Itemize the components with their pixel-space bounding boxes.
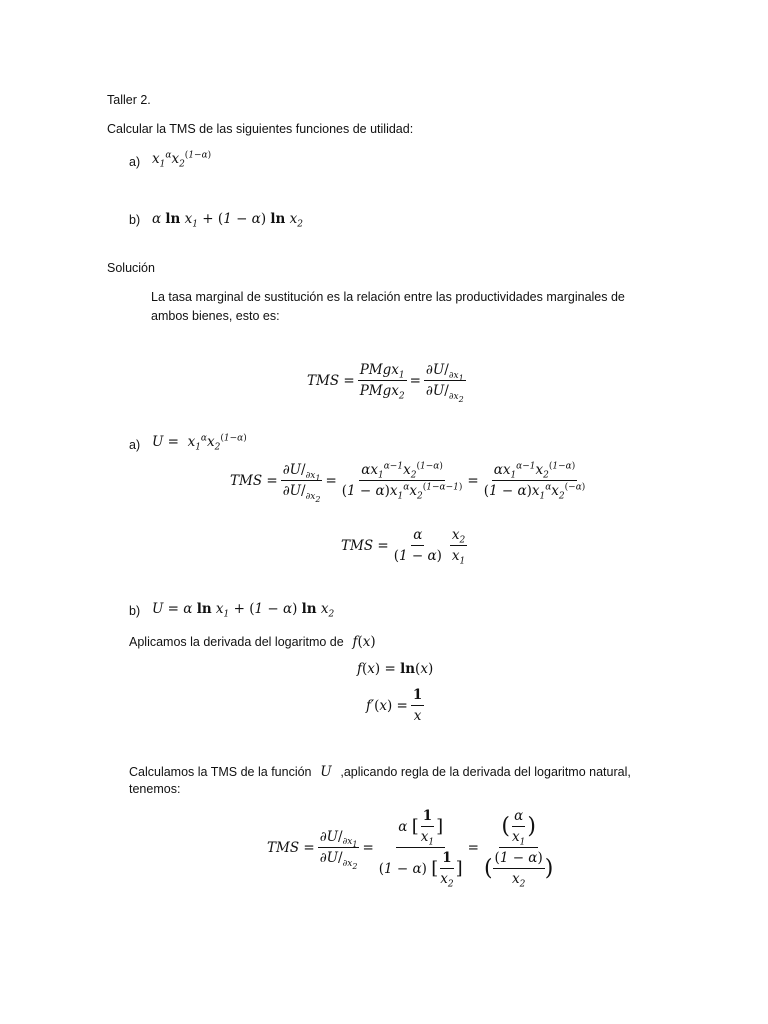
intro-text-line1: La tasa marginal de sustitución es la relación entre las productividades marginales de bbox=[151, 290, 625, 304]
tms-definition-formula: TMS = $\frac{PMgx_1}{PMgx_2}$ = $\frac{\partial U/_{\partial x_1}}{\partial U/_{\partial x_2}}$ bbox=[307, 362, 464, 404]
solution-a-label: a) bbox=[129, 438, 141, 452]
solution-b-label: b) bbox=[129, 604, 141, 618]
tms-a-derivation: TMS = $\frac{\partial U/_{\partial x_1}}{\partial U/_{\partial x_2}}$ = $\frac{\alpha x_1^{\alpha-1}x_2^{(1-\alpha)}}{(1 - \alpha)x_1^\alpha x_2^{(1-\alpha-1)}}$ = $\frac{\alpha x_1^{\alpha-1}x_2^{(1-\alpha)}}{(1 - \alpha)x_1^\alpha x_2^{(-\alpha)}}$ bbox=[230, 461, 586, 504]
utility-b-formula: U = α $\ln x_1 + (1 - \alpha)$ $\ln x_2$ bbox=[152, 601, 335, 620]
calc-intro-line2: tenemos: bbox=[129, 782, 181, 796]
derivative-intro bbox=[129, 633, 376, 651]
log-derivative: f′(x) = $\frac{1}{x}$ bbox=[366, 687, 423, 724]
derivative-intro-text: Aplicamos la derivada del logaritmo de bbox=[129, 635, 344, 649]
document-title: Taller 2. bbox=[107, 93, 151, 107]
tms-a-result: TMS = $\frac{\alpha}{(1 - \alpha)}$ $\frac{x_2}{x_1}$ bbox=[341, 527, 466, 567]
solution-heading: Solución bbox=[107, 261, 155, 275]
calc-intro-line1 bbox=[129, 763, 631, 781]
item-a-label: a) bbox=[129, 155, 141, 169]
calc-intro-part2: ,aplicando regla de la derivada del logaritmo natural, bbox=[340, 765, 631, 779]
u-inline: U bbox=[315, 764, 336, 780]
formula-b-problem: α $\ln x_1 + (1 - \alpha)$ $\ln x_2$ bbox=[152, 211, 303, 230]
tms-b-derivation: TMS = $\frac{\partial U/_{\partial x_1}}{\partial U/_{\partial x_2}}$ = α [ $\frac{1}{x_1}$ ] ( 1 − α ) [ $\frac{1}{x_2}$ ] = ( $\frac{\alpha}{x_1}$ ) ( $\frac{(1 - \alpha)}{x_2}$ ) bbox=[267, 808, 554, 890]
formula-a-problem: $x_1^\alpha x_2^{(1-\alpha)}$ bbox=[152, 150, 212, 170]
calc-intro-part1: Calculamos la TMS de la función bbox=[129, 765, 312, 779]
problem-statement: Calcular la TMS de las siguientes funciones de utilidad: bbox=[107, 122, 414, 136]
intro-text-line2: ambos bienes, esto es: bbox=[151, 309, 280, 323]
log-function: f(x) = ln(x) bbox=[357, 661, 434, 677]
utility-a-formula: $U = x_1^\alpha x_2^{(1-\alpha)}$ bbox=[152, 433, 247, 453]
item-b-label: b) bbox=[129, 213, 141, 227]
fx-inline: f(x) bbox=[348, 634, 376, 650]
